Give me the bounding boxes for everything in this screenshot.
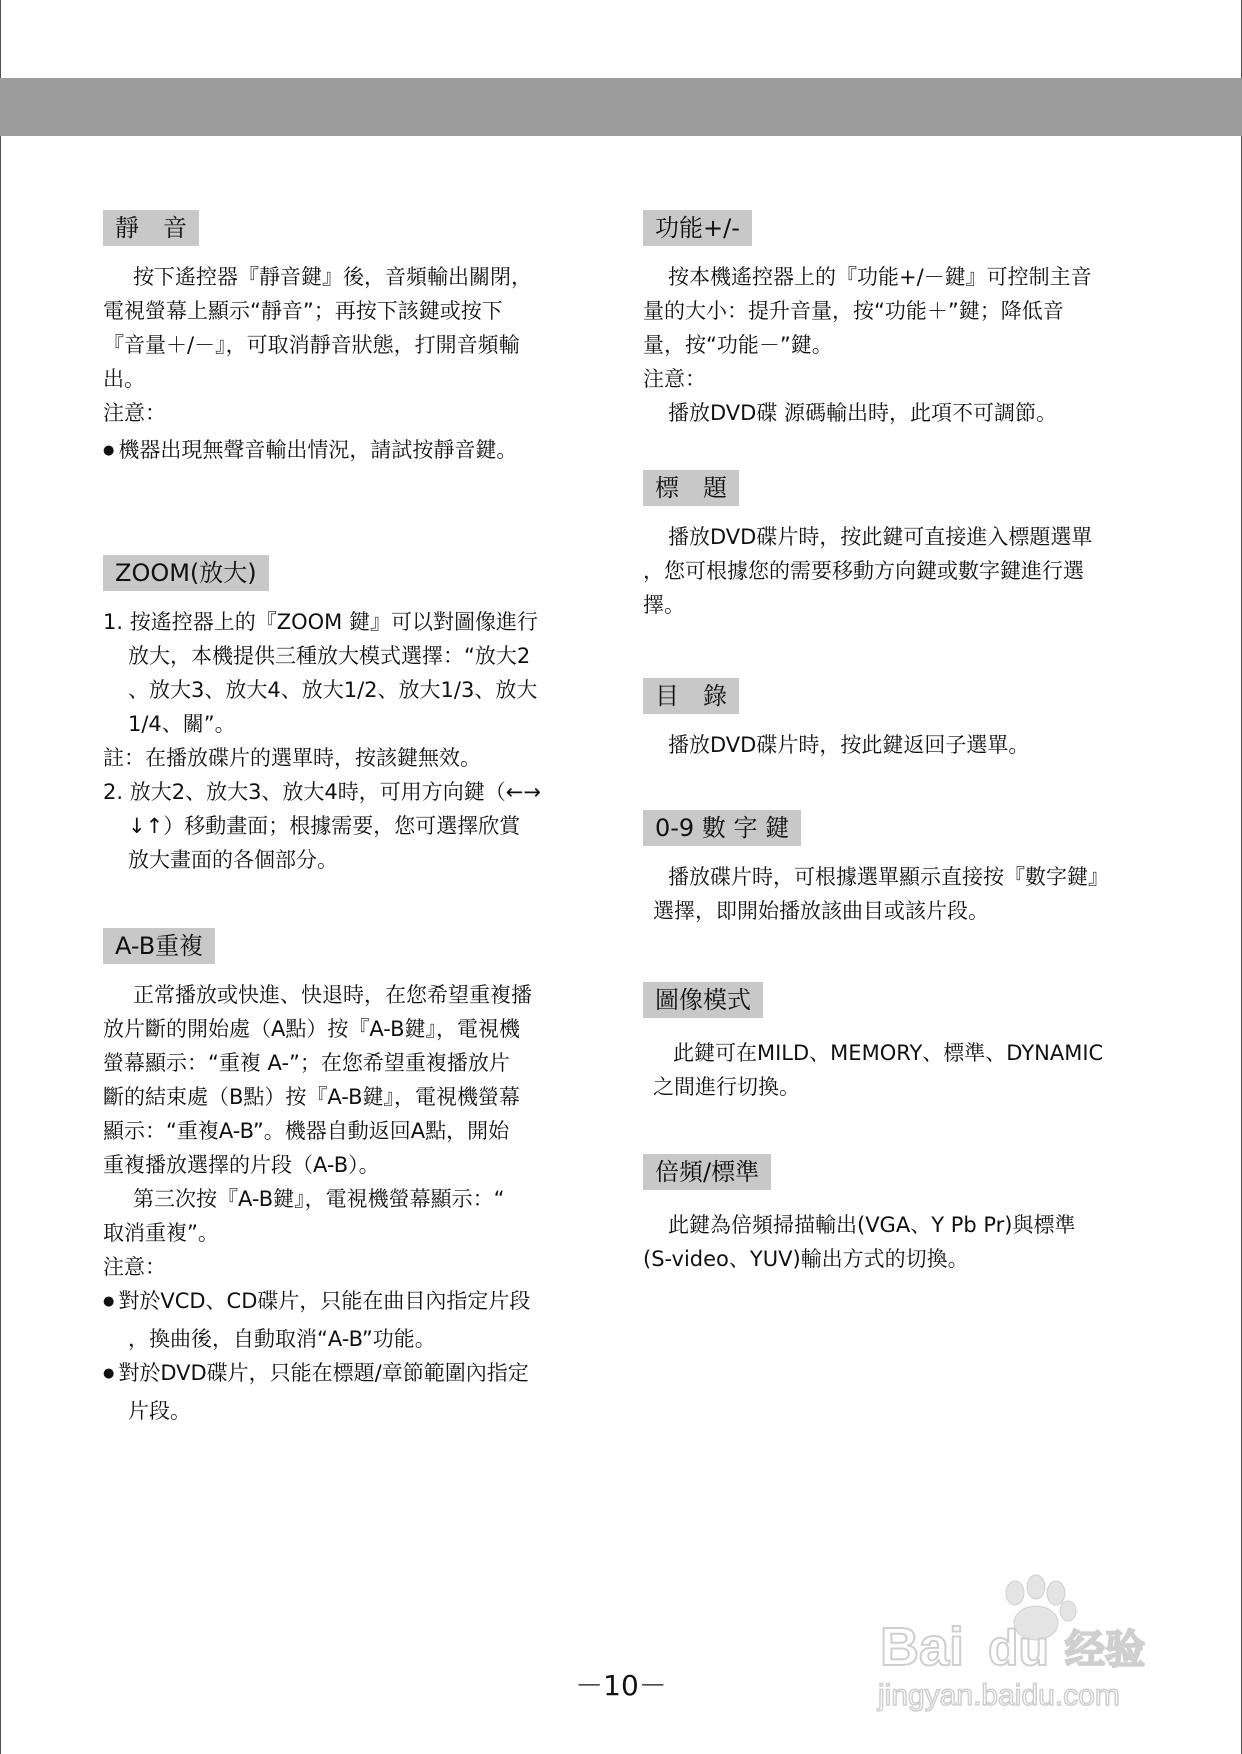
- section-heading: 圖像模式: [643, 982, 763, 1018]
- text-line: (S-video、YUV)輸出方式的切換。: [643, 1247, 969, 1271]
- text-line: 此鍵可在MILD、MEMORY、標準、DYNAMIC: [673, 1041, 1104, 1065]
- section-body: [103, 605, 608, 877]
- text-line: 擇。: [643, 593, 685, 617]
- text-line: 正常播放或快進、快退時，在您希望重複播: [133, 983, 532, 1007]
- section-ab-repeat: [103, 928, 608, 1428]
- section-body: [643, 1208, 1163, 1276]
- section-heading: A-B重複: [103, 928, 215, 964]
- text-line: 片段。: [128, 1399, 191, 1423]
- section-function: [643, 210, 1163, 430]
- bullet-text: 機器出現無聲音輸出情況，請試按靜音鍵。: [118, 438, 518, 462]
- section-heading: 功能+/-: [643, 210, 752, 246]
- text-line: 選擇，即開始播放該曲目或該片段。: [653, 899, 989, 923]
- baidu-watermark: [870, 1565, 1190, 1715]
- text-line: 螢幕顯示：“重複 A-”；在您希望重複播放片: [103, 1051, 510, 1075]
- text-line: 播放DVD碟片時，按此鍵可直接進入標題選單: [668, 525, 1093, 549]
- text-line: 量，按“功能－”鍵。: [643, 333, 833, 357]
- text-line: 斷的結束處（B點）按『A-B鍵』，電視機螢幕: [103, 1085, 521, 1109]
- section-body: [103, 260, 608, 471]
- text-line: 按本機遙控器上的『功能+/－鍵』可控制主音: [668, 265, 1092, 289]
- section-heading: 靜 音: [103, 210, 199, 246]
- text-line: ↓↑）移動畫面；根據需要，您可選擇欣賞: [128, 814, 521, 838]
- section-mute: [103, 210, 608, 471]
- svg-text:Bai: Bai: [880, 1617, 965, 1677]
- section-title: [643, 470, 1163, 622]
- text-line: 2. 放大2、放大3、放大4時，可用方向鍵（←→: [103, 780, 541, 804]
- text-line: 『音量＋/－』，可取消靜音狀態，打開音頻輸: [103, 333, 520, 357]
- text-line: 播放DVD碟片時，按此鍵返回子選單。: [668, 733, 1030, 757]
- text-line: 電視螢幕上顯示“靜音”；再按下該鍵或按下: [103, 299, 503, 323]
- svg-text:jingyan.baidu.com: jingyan.baidu.com: [878, 1679, 1120, 1712]
- svg-text:经验: 经验: [1065, 1627, 1145, 1673]
- bullet-icon: [103, 1289, 118, 1313]
- text-line: ，換曲後，自動取消“A-B”功能。: [128, 1327, 436, 1351]
- section-body: [643, 1036, 1163, 1104]
- section-image-mode: [643, 982, 1163, 1104]
- note-label: 注意：: [643, 367, 706, 391]
- section-digit-keys: [643, 810, 1163, 928]
- text-line: 量的大小：提升音量，按“功能＋”鍵；降低音: [643, 299, 1064, 323]
- page-number: －10－: [575, 1669, 667, 1702]
- header-band: [0, 78, 1242, 136]
- text-line: 按下遙控器『靜音鍵』後，音頻輸出關閉，: [133, 265, 532, 289]
- section-heading: ZOOM(放大): [103, 555, 269, 591]
- text-line: 顯示：“重複A-B”。機器自動返回A點，開始: [103, 1119, 510, 1143]
- svg-text:du: du: [988, 1620, 1050, 1676]
- text-line: 之間進行切換。: [653, 1075, 800, 1099]
- text-line: 播放碟片時，可根據選單顯示直接按『數字鍵』: [668, 865, 1109, 889]
- section-body: [643, 520, 1163, 622]
- text-line: 1/4、關”。: [128, 712, 236, 736]
- text-line: 第三次按『A-B鍵』，電視機螢幕顯示：“: [133, 1187, 505, 1211]
- text-line: 出。: [103, 367, 145, 391]
- section-heading: 0-9 數 字 鍵: [643, 810, 801, 846]
- section-menu: [643, 678, 1163, 762]
- bullet-text: 對於VCD、CD碟片，只能在曲目內指定片段: [118, 1289, 531, 1313]
- text-line: 播放DVD碟 源碼輸出時，此項不可調節。: [668, 401, 1058, 425]
- text-line: 、放大3、放大4、放大1/2、放大1/3、放大: [128, 678, 538, 702]
- section-body: [643, 860, 1163, 928]
- section-zoom: [103, 555, 608, 877]
- bullet-icon: [103, 438, 118, 462]
- bullet-icon: [103, 1361, 118, 1385]
- note-label: 注意：: [103, 1255, 166, 1279]
- text-line: 放大畫面的各個部分。: [128, 848, 338, 872]
- text-line: 1. 按遙控器上的『ZOOM 鍵』可以對圖像進行: [103, 610, 538, 634]
- bullet-text: 對於DVD碟片，只能在標題/章節範圍內指定: [118, 1361, 529, 1385]
- section-heading: 標 題: [643, 470, 739, 506]
- text-line: 重複播放選擇的片段（A-B）。: [103, 1153, 380, 1177]
- page-border-left: [0, 0, 1, 1754]
- section-body: [103, 978, 608, 1428]
- text-line: 取消重複”。: [103, 1221, 219, 1245]
- section-heading: 目 錄: [643, 678, 739, 714]
- section-heading: 倍頻/標準: [643, 1154, 771, 1190]
- note-label: 注意：: [103, 401, 166, 425]
- section-scan-mode: [643, 1154, 1163, 1276]
- text-line: ，您可根據您的需要移動方向鍵或數字鍵進行選: [643, 559, 1084, 583]
- text-line: 放大，本機提供三種放大模式選擇：“放大2: [128, 644, 531, 668]
- text-line: 放片斷的開始處（A點）按『A-B鍵』，電視機: [103, 1017, 521, 1041]
- section-body: [643, 260, 1163, 430]
- text-line: 此鍵為倍頻掃描輸出(VGA、Y Pb Pr)與標準: [668, 1213, 1076, 1237]
- text-line: 註：在播放碟片的選單時，按該鍵無效。: [103, 746, 481, 770]
- section-body: [643, 728, 1163, 762]
